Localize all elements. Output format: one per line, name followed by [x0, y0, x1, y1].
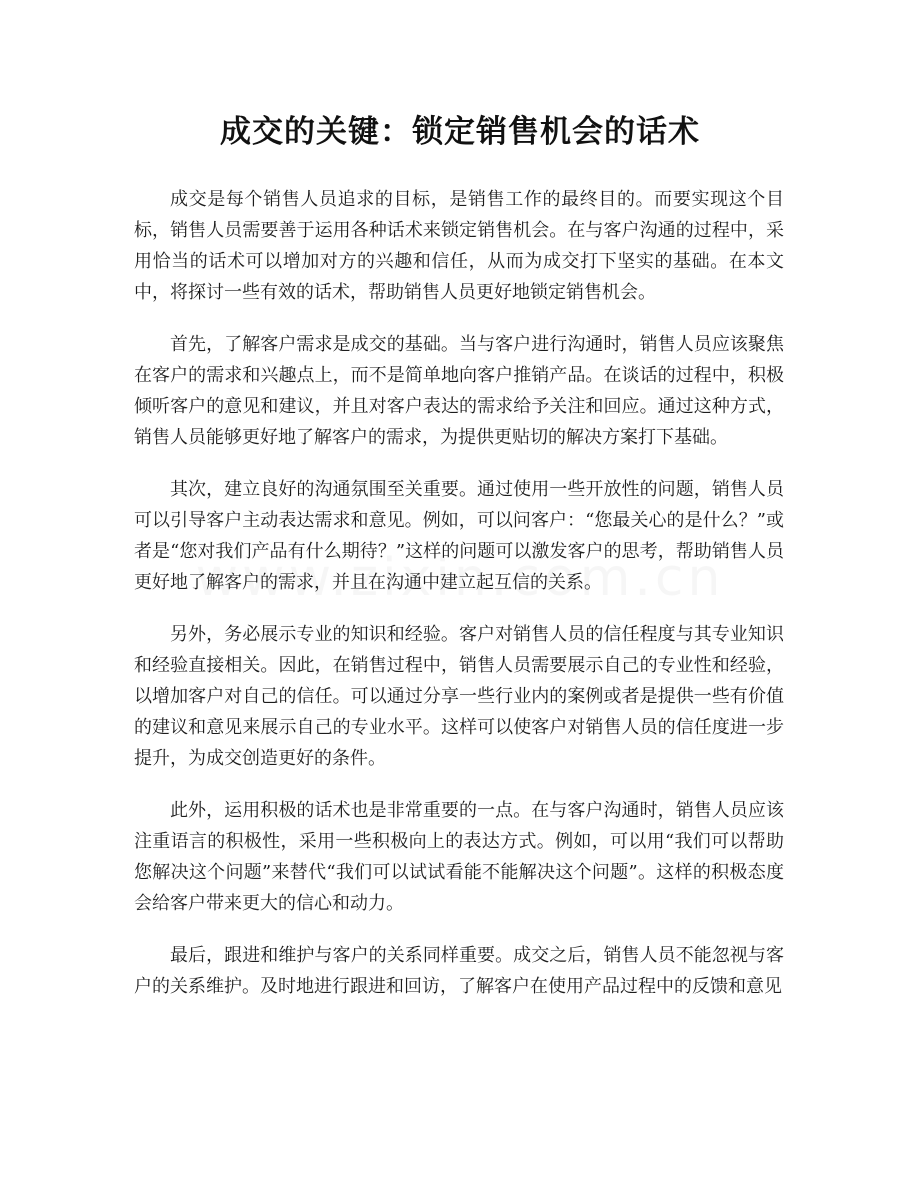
paragraph-communication: 其次，建立良好的沟通氛围至关重要。通过使用一些开放性的问题，销售人员可以引导客户主动表达需求和意见。例如，可以问客户：“您最关心的是什么？”或者是“您对我们产品有什么期待？”这样的问题可以激发客户的思考，帮助销售人员更好地了解客户的需求，并且在沟通中建立起互信的关系。 — [134, 479, 784, 593]
paragraph-follow-up: 最后，跟进和维护与客户的关系同样重要。成交之后，销售人员不能忽视与客户的关系维护。及时地进行跟进和回访，了解客户在使用产品过程中的反馈和意见 — [134, 945, 784, 997]
paragraph-expertise: 另外，务必展示专业的知识和经验。客户对销售人员的信任程度与其专业知识和经验直接相关。因此，在销售过程中，销售人员需要展示自己的专业性和经验，以增加客户对自己的信任。可以通过分享一些行业内的案例或者是提供一些有价值的建议和意见来展示自己的专业水平。这样可以使客户对销售人员的信任度进一步提升，为成交创造更好的条件。 — [134, 624, 784, 769]
paragraph-intro: 成交是每个销售人员追求的目标，是销售工作的最终目的。而要实现这个目标，销售人员需要善于运用各种话术来锁定销售机会。在与客户沟通的过程中，采用恰当的话术可以增加对方的兴趣和信任，从而为成交打下坚实的基础。在本文中，将探讨一些有效的话术，帮助销售人员更好地锁定销售机会。 — [134, 189, 784, 303]
document-body — [134, 184, 784, 1023]
paragraph-positive-language: 此外，运用积极的话术也是非常重要的一点。在与客户沟通时，销售人员应该注重语言的积极性，采用一些积极向上的表达方式。例如，可以用“我们可以帮助您解决这个问题”来替代“我们可以试试看能不能解决这个问题”。这样的积极态度会给客户带来更大的信心和动力。 — [134, 800, 784, 914]
document-title: 成交的关键：锁定销售机会的话术 — [220, 114, 700, 150]
paragraph-customer-needs: 首先，了解客户需求是成交的基础。当与客户进行沟通时，销售人员应该聚焦在客户的需求和兴趣点上，而不是简单地向客户推销产品。在谈话的过程中，积极倾听客户的意见和建议，并且对客户表达的需求给予关注和回应。通过这种方式，销售人员能够更好地了解客户的需求，为提供更贴切的解决方案打下基础。 — [134, 334, 784, 448]
